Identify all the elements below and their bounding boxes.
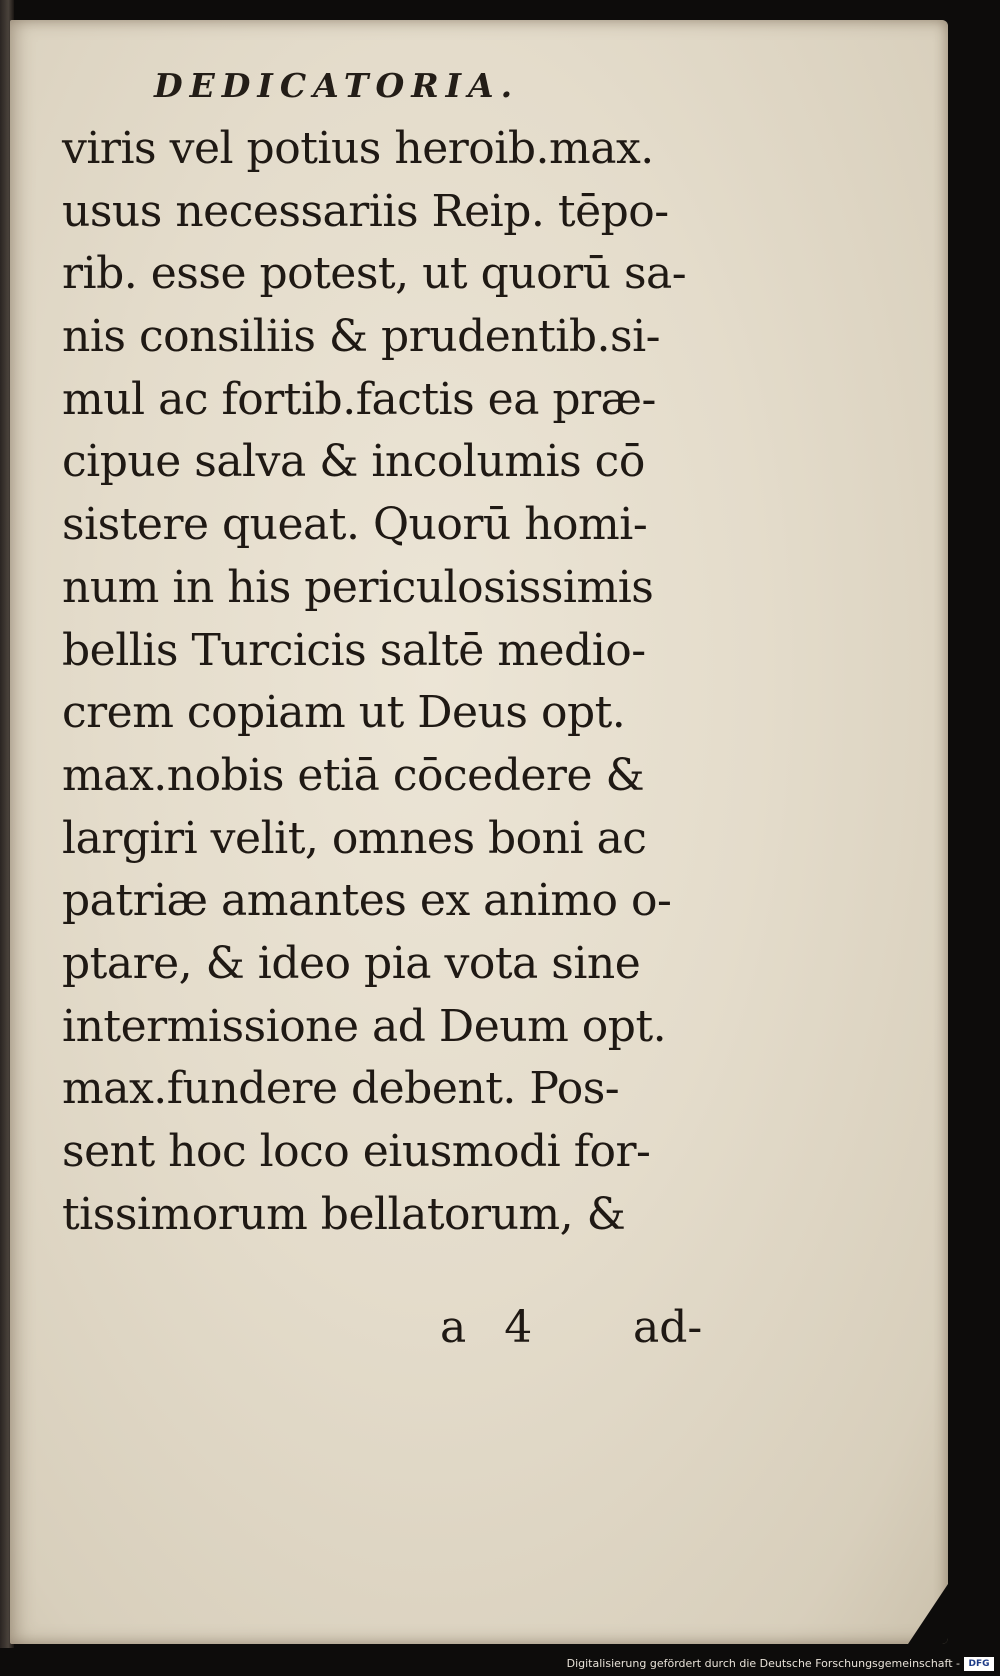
catchword: ad- bbox=[633, 1302, 703, 1353]
digitization-footer bbox=[0, 1648, 1000, 1676]
text-line: max.fundere debent. Pos- bbox=[62, 1063, 620, 1115]
text-line: sent hoc loco eiusmodi for- bbox=[62, 1126, 651, 1177]
running-head: DEDICATORIA. bbox=[154, 66, 520, 105]
text-line: cipue salva & incolumis cō bbox=[62, 436, 645, 488]
dfg-logo: DFG bbox=[964, 1657, 994, 1671]
body-text bbox=[62, 118, 722, 1246]
signature-mark: a 4 bbox=[440, 1302, 545, 1353]
text-line: largiri velit, omnes boni ac bbox=[62, 812, 647, 864]
text-line: num in his periculosissimis bbox=[62, 561, 654, 613]
text-line: nis consiliis & prudentib.si- bbox=[62, 311, 661, 363]
funding-credit: Digitalisierung gefördert durch die Deutsche Forschungsgemeinschaft - bbox=[566, 1657, 960, 1670]
text-line: intermissione ad Deum opt. bbox=[62, 1000, 667, 1052]
text-line: max.nobis etiā cōcedere & bbox=[62, 749, 645, 801]
page-foot bbox=[10, 1302, 948, 1362]
text-line: usus necessariis Reip. tēpo- bbox=[62, 185, 669, 237]
text-line: bellis Turcicis saltē medio- bbox=[62, 624, 646, 676]
torn-corner bbox=[908, 1584, 948, 1644]
text-line: ptare, & ideo pia vota sine bbox=[62, 937, 641, 989]
text-line: mul ac fortib.factis ea præ- bbox=[62, 373, 656, 425]
book-page bbox=[10, 20, 948, 1644]
text-line: patriæ amantes ex animo o- bbox=[62, 875, 672, 927]
text-line: rib. esse potest, ut quorū sa- bbox=[62, 248, 687, 300]
text-line: tissimorum bellatorum, & bbox=[62, 1188, 626, 1240]
text-line: crem copiam ut Deus opt. bbox=[62, 687, 626, 739]
text-line: viris vel potius heroib.max. bbox=[62, 123, 654, 174]
text-line: sistere queat. Quorū homi- bbox=[62, 499, 648, 551]
